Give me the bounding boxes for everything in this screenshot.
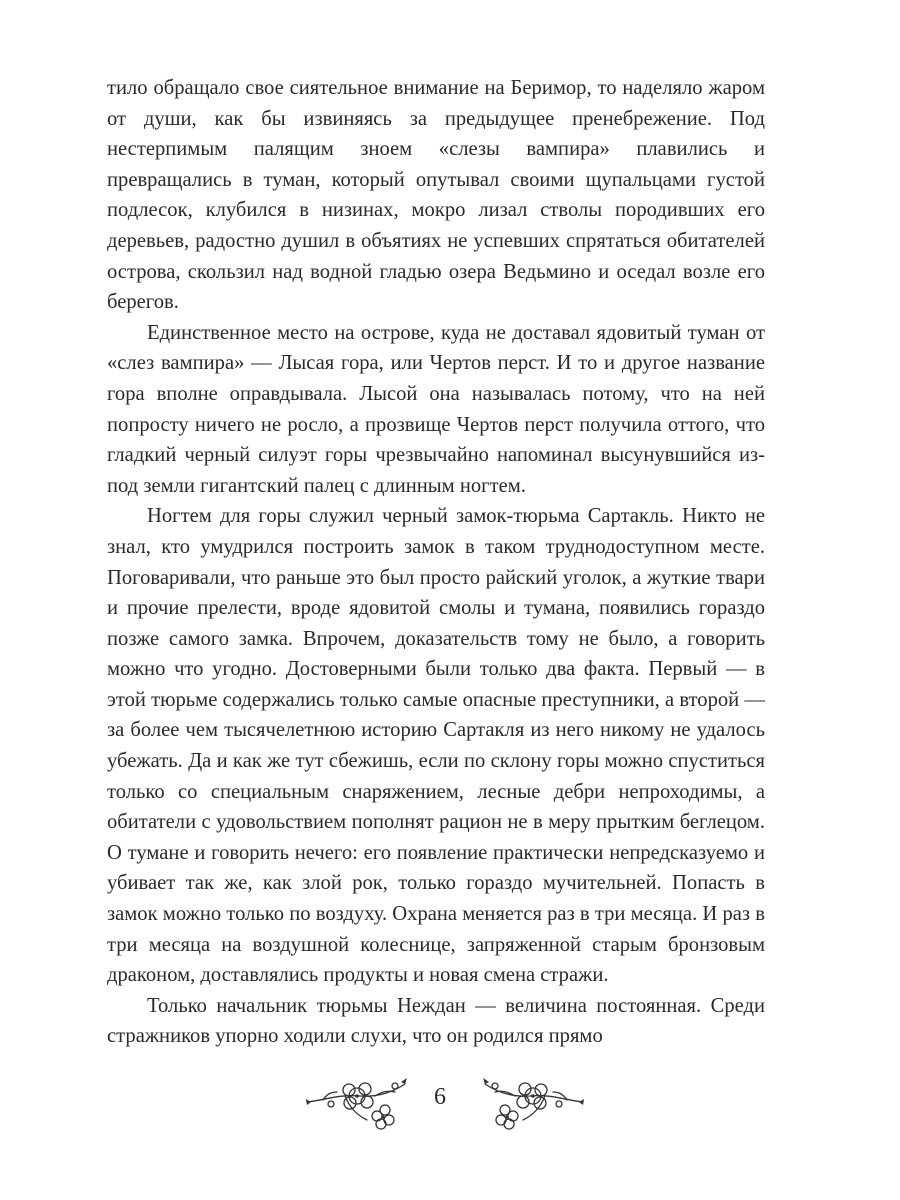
page-number: 6: [434, 1084, 446, 1110]
paragraph-4: Только начальник тюрьмы Неждан — величина постоянная. Среди стражников упорно ходили слухи, что он родился прямо: [107, 994, 765, 1048]
paragraph-2: Единственное место на острове, куда не доставал ядовитый туман от «слез вампира» — Лысая гора, или Чертов перст. И то и другое название гора вполне оправдывала. Лысой она называлась потому, что на ней попросту ничего не росло, а прозвище Чертов перст получила оттого, что гладкий черный силуэт горы чрезвычайно напоминал высунувшийся из-под земли гигантский палец с длинным ногтем.: [107, 321, 765, 497]
paragraph-3: Ногтем для горы служил черный замок-тюрьма Сартакль. Никто не знал, кто умудрился построить замок в таком труднодоступном месте. Поговаривали, что раньше это был просто райский уголок, а жуткие твари и прочие прелести, вроде ядовитой смолы и тумана, появились гораздо позже самого замка. Впрочем, доказательств тому не было, а говорить можно что угодно. Достоверными были только два факта. Первый — в этой тюрьме содержались только самые опасные преступники, а второй — за более чем тысячелетнюю историю Сартакля из него никому не удалось убежать. Да и как же тут сбежишь, если по склону горы можно спуститься только со специальным снаряжением, лесные дебри непроходимы, а обитатели с удовольствием пополнят рацион не в меру прытким беглецом. О тумане и говорить нечего: его появление практически непредсказуемо и убивает так же, как злой рок, только гораздо мучительней. Попасть в замок можно только по воздуху. Охрана меняется раз в три месяца. И раз в три месяца на воздушной колеснице, запряженной старым бронзовым драконом, доставлялись продукты и новая смена стражи.: [107, 505, 765, 987]
paragraph-1: тило обращало свое сиятельное внимание на Беримор, то наделяло жаром от души, как бы извиняясь за предыдущее пренебрежение. Под нестерпимым палящим зноем «слезы вампира» плавились и превращались в туман, который опутывал своими щупальцами густой подлесок, клубился в низинах, мокро лизал стволы породивших его деревьев, радостно душил в объятиях не успевших спрятаться обитателей острова, скользил над водной гладью озера Ведьмино и оседал возле его берегов.: [107, 77, 765, 314]
body-text: [107, 73, 765, 1052]
floral-branch-left-icon: [305, 1072, 415, 1132]
page-footer: [0, 1062, 900, 1142]
floral-branch-right-icon: [475, 1072, 585, 1132]
